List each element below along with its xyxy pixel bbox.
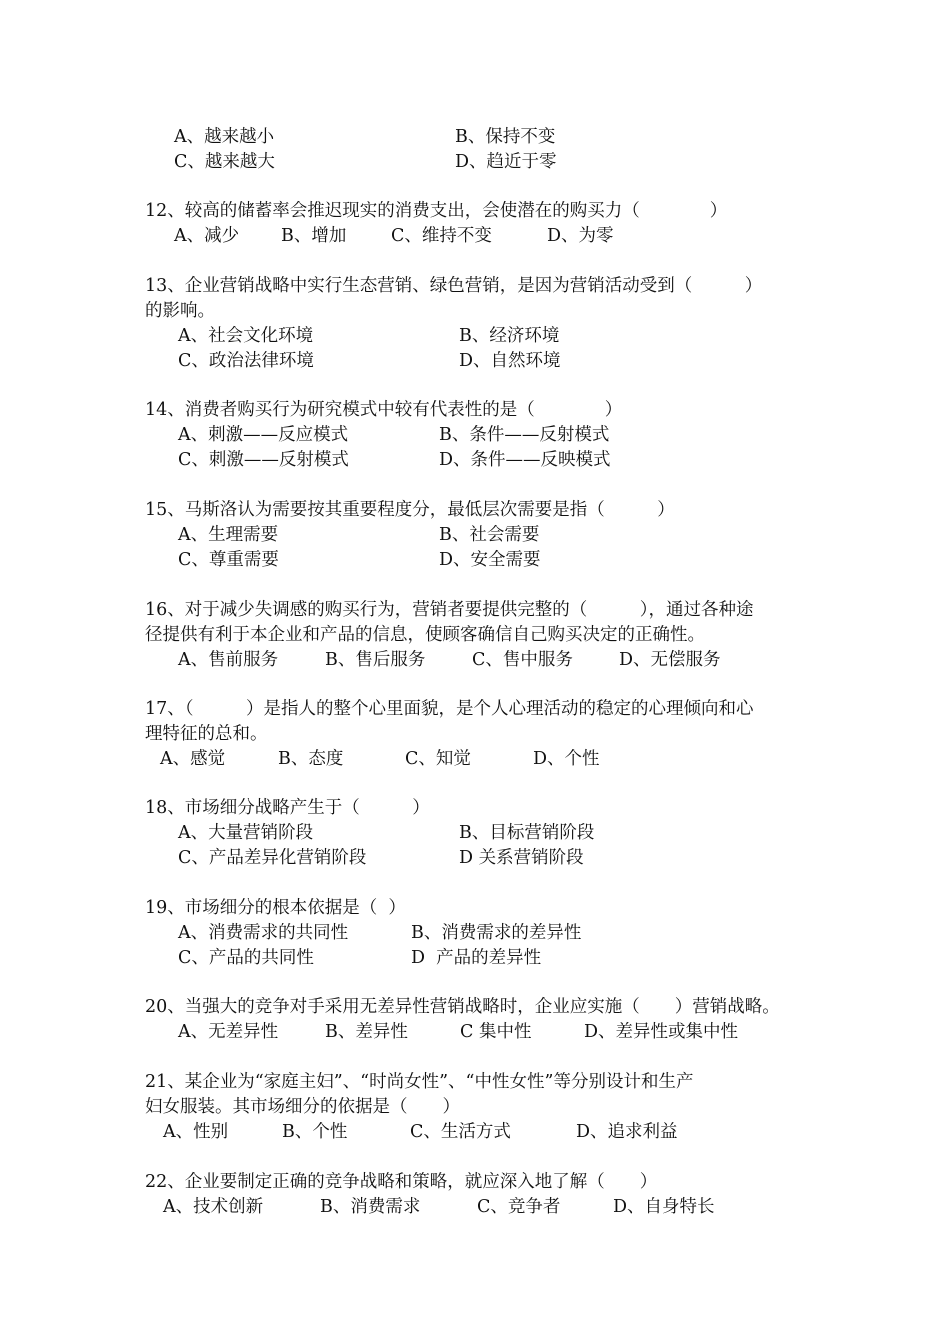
- q16-option-b: B、售后服务: [325, 650, 426, 670]
- q19-option-c: C、产品的共同性: [178, 948, 314, 968]
- q21-stem-line2: 妇女服装。其市场细分的依据是（ ）: [145, 1097, 460, 1117]
- q15-option-c: C、尊重需要: [178, 550, 279, 570]
- q17-stem-line2: 理特征的总和。: [145, 724, 268, 744]
- q17-option-c: C、知觉: [405, 749, 471, 769]
- q20-option-d: D、差异性或集中性: [584, 1022, 739, 1042]
- q11-option-c: C、越来越大: [174, 152, 275, 172]
- q11-option-d: D、趋近于零: [455, 152, 557, 172]
- q22-option-b: B、消费需求: [320, 1197, 421, 1217]
- q21-option-d: D、追求利益: [576, 1122, 678, 1142]
- q14-option-a: A、刺激——反应模式: [178, 425, 349, 445]
- q15-option-b: B、社会需要: [439, 525, 540, 545]
- q19-option-b: B、消费需求的差异性: [411, 923, 582, 943]
- q19-stem: 19、市场细分的根本依据是（ ）: [145, 898, 406, 918]
- q13-option-c: C、政治法律环境: [178, 351, 314, 371]
- q19-option-d: D 产品的差异性: [411, 948, 542, 968]
- q13-stem-line2: 的影响。: [145, 301, 215, 321]
- q14-option-c: C、刺激——反射模式: [178, 450, 349, 470]
- q12-option-c: C、维持不变: [391, 226, 492, 246]
- q16-option-a: A、售前服务: [178, 650, 279, 670]
- q17-stem-line1: 17、（ ）是指人的整个心里面貌，是个人心理活动的稳定的心理倾向和心: [145, 699, 754, 719]
- q12-option-d: D、为零: [547, 226, 614, 246]
- q20-option-a: A、无差异性: [178, 1022, 279, 1042]
- q21-option-c: C、生活方式: [410, 1122, 511, 1142]
- q20-option-c: C 集中性: [460, 1022, 532, 1042]
- q13-option-d: D、自然环境: [459, 351, 561, 371]
- q14-option-b: B、条件——反射模式: [439, 425, 610, 445]
- q16-option-c: C、售中服务: [472, 650, 573, 670]
- q18-option-c: C、产品差异化营销阶段: [178, 848, 367, 868]
- q22-option-d: D、自身特长: [613, 1197, 715, 1217]
- q12-option-a: A、减少: [174, 226, 240, 246]
- q13-stem-line1: 13、企业营销战略中实行生态营销、绿色营销，是因为营销活动受到（ ）: [145, 276, 763, 296]
- q17-option-d: D、个性: [533, 749, 600, 769]
- q15-option-a: A、生理需要: [178, 525, 279, 545]
- q14-option-d: D、条件——反映模式: [439, 450, 611, 470]
- q11-option-a: A、越来越小: [174, 127, 275, 147]
- q20-option-b: B、差异性: [325, 1022, 408, 1042]
- q14-stem: 14、消费者购买行为研究模式中较有代表性的是（ ）: [145, 400, 623, 420]
- q13-option-b: B、经济环境: [459, 326, 560, 346]
- q11-option-b: B、保持不变: [455, 127, 556, 147]
- q17-option-b: B、态度: [278, 749, 344, 769]
- q15-stem: 15、马斯洛认为需要按其重要程度分，最低层次需要是指（ ）: [145, 500, 675, 520]
- q21-stem-line1: 21、某企业为“家庭主妇”、“时尚女性”、“中性女性”等分别设计和生产: [145, 1072, 694, 1092]
- q12-option-b: B、增加: [281, 226, 347, 246]
- q18-option-a: A、大量营销阶段: [178, 823, 314, 843]
- q22-option-c: C、竞争者: [477, 1197, 561, 1217]
- q17-option-a: A、感觉: [160, 749, 226, 769]
- q13-option-a: A、社会文化环境: [178, 326, 314, 346]
- q16-stem-line2: 径提供有利于本企业和产品的信息，使顾客确信自己购买决定的正确性。: [145, 625, 705, 645]
- q19-option-a: A、消费需求的共同性: [178, 923, 349, 943]
- q12-stem: 12、较高的储蓄率会推迟现实的消费支出，会使潜在的购买力（ ）: [145, 201, 728, 221]
- q18-option-d: D 关系营销阶段: [459, 848, 584, 868]
- q20-stem: 20、当强大的竞争对手采用无差异性营销战略时，企业应实施（ ）营销战略。: [145, 997, 780, 1017]
- q21-option-a: A、性别: [163, 1122, 229, 1142]
- q18-stem: 18、市场细分战略产生于（ ）: [145, 798, 430, 818]
- q18-option-b: B、目标营销阶段: [459, 823, 595, 843]
- q21-option-b: B、个性: [282, 1122, 348, 1142]
- q16-option-d: D、无偿服务: [619, 650, 721, 670]
- q16-stem-line1: 16、对于减少失调感的购买行为，营销者要提供完整的（ ），通过各种途: [145, 600, 754, 620]
- q22-stem: 22、企业要制定正确的竞争战略和策略，就应深入地了解（ ）: [145, 1172, 658, 1192]
- q15-option-d: D、安全需要: [439, 550, 541, 570]
- q22-option-a: A、技术创新: [163, 1197, 264, 1217]
